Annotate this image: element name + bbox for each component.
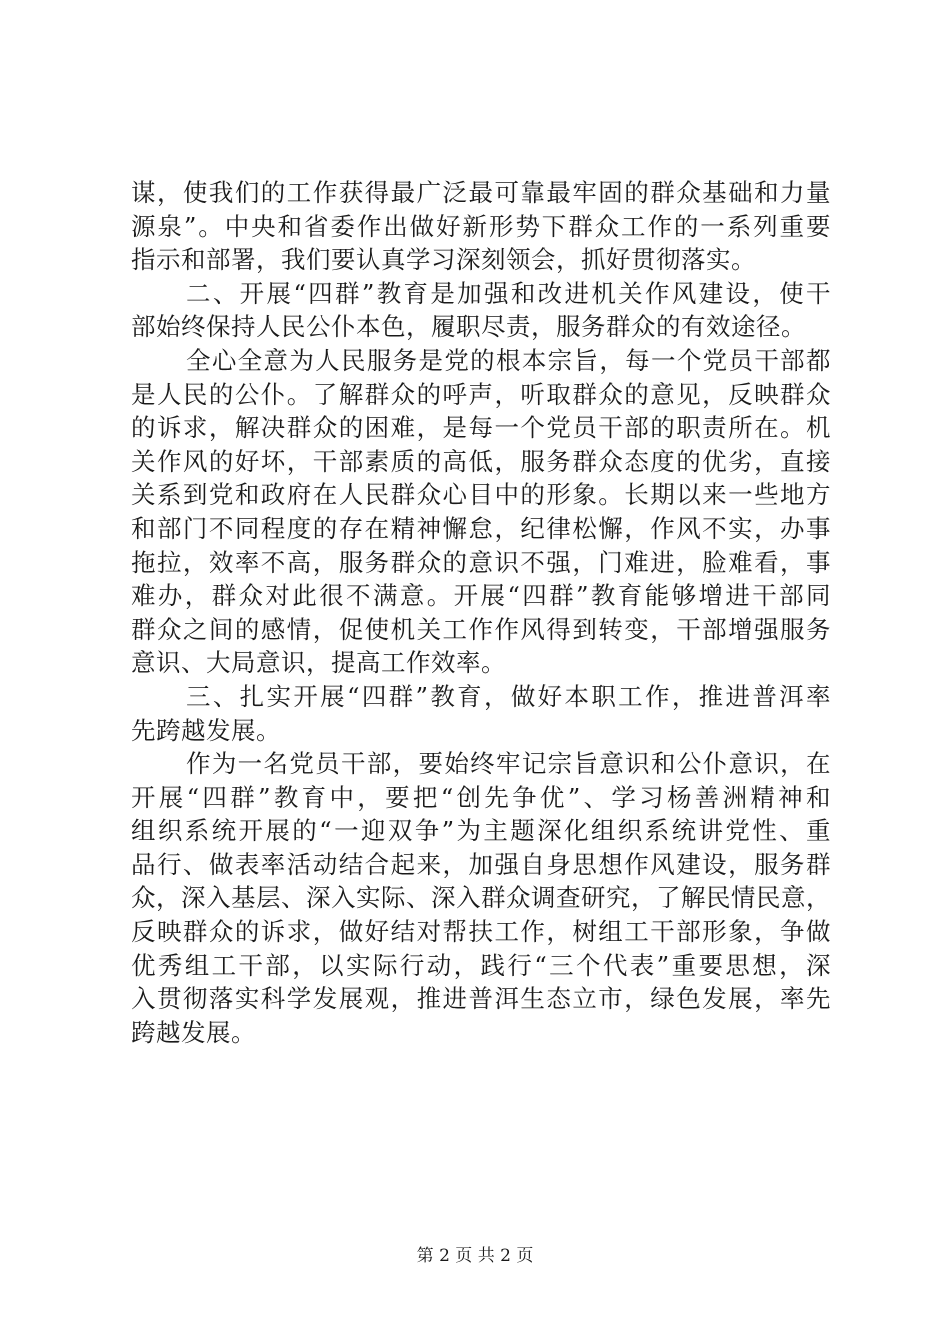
text-line: 作为一名党员干部，要始终牢记宗旨意识和公仆意识，在 xyxy=(186,749,831,779)
text-line: 源泉”。中央和省委作出做好新形势下群众工作的一系列重要 xyxy=(131,211,831,241)
text-line: 二、开展“四群”教育是加强和改进机关作风建设，使干 xyxy=(186,278,831,308)
text-line: 入贯彻落实科学发展观，推进普洱生态立市，绿色发展，率先 xyxy=(131,984,831,1014)
text-line: 品行、做表率活动结合起来，加强自身思想作风建设，服务群 xyxy=(131,849,831,879)
text-line: 意识、大局意识，提高工作效率。 xyxy=(131,648,506,678)
text-line: 谋，使我们的工作获得最广泛最可靠最牢固的群众基础和力量 xyxy=(131,178,831,207)
text-line: 关作风的好坏，干部素质的高低，服务群众态度的优劣，直接 xyxy=(131,446,831,476)
text-line: 众，深入基层、深入实际、深入群众调查研究，了解民情民意， xyxy=(131,883,831,913)
text-line: 优秀组工干部，以实际行动，践行“三个代表”重要思想，深 xyxy=(131,950,831,980)
text-line: 先跨越发展。 xyxy=(131,715,281,745)
text-line: 指示和部署，我们要认真学习深刻领会，抓好贯彻落实。 xyxy=(131,245,756,275)
text-line: 跨越发展。 xyxy=(131,1017,256,1047)
text-line: 全心全意为人民服务是党的根本宗旨，每一个党员干部都 xyxy=(186,345,831,375)
text-line: 和部门不同程度的存在精神懈怠，纪律松懈，作风不实，办事 xyxy=(131,513,831,543)
text-line: 难办，群众对此很不满意。开展“四群”教育能够增进干部同 xyxy=(131,581,831,611)
text-line: 部始终保持人民公仆本色，履职尽责，服务群众的有效途径。 xyxy=(131,312,806,342)
text-line: 开展“四群”教育中，要把“创先争优”、学习杨善洲精神和 xyxy=(131,782,831,812)
text-line: 群众之间的感情，促使机关工作作风得到转变，干部增强服务 xyxy=(131,614,831,644)
text-line: 是人民的公仆。了解群众的呼声，听取群众的意见，反映群众 xyxy=(131,379,831,409)
document-body xyxy=(131,176,831,1049)
text-line: 拖拉，效率不高，服务群众的意识不强，门难进，脸难看，事 xyxy=(131,547,831,577)
text-line: 关系到党和政府在人民群众心目中的形象。长期以来一些地方 xyxy=(131,480,831,510)
text-line: 的诉求，解决群众的困难，是每一个党员干部的职责所在。机 xyxy=(131,413,831,443)
text-line: 反映群众的诉求，做好结对帮扶工作，树组工干部形象，争做 xyxy=(131,917,831,947)
text-line: 组织系统开展的“一迎双争”为主题深化组织系统讲党性、重 xyxy=(131,816,831,846)
page-footer: 第 2 页 共 2 页 xyxy=(416,1246,534,1266)
text-line: 三、扎实开展“四群”教育，做好本职工作，推进普洱率 xyxy=(186,681,831,711)
